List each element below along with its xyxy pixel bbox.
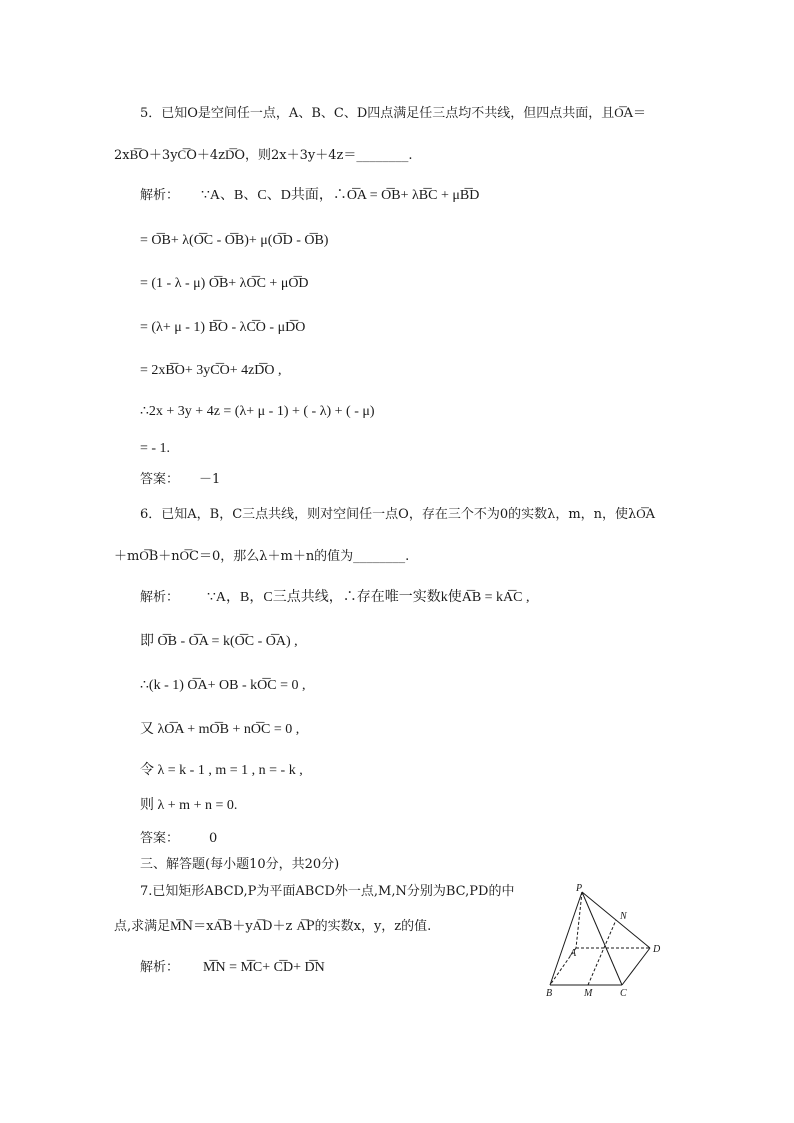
pyramid-figure — [540, 882, 670, 1002]
edge-pc — [582, 892, 622, 985]
label-m: M — [584, 988, 593, 999]
q7-stem-line2: 点,求满足M͞N＝xA͞B＋yA͞D＋z A͞P的实数x，y，z的值. — [114, 919, 432, 934]
q6-solution-line3: ∴(k - 1) O͞A+ OB - kO͞C = 0 , — [140, 678, 306, 693]
q6-stem-line2: ＋mO͞B＋nO͞C＝0，那么λ＋m＋n的值为________. — [114, 549, 410, 564]
answer-label: 答案： — [140, 472, 180, 487]
q5-solution-line6: ∴2x + 3y + 4z = (λ+ μ - 1) + ( - λ) + ( - μ) — [140, 404, 375, 419]
solution-label: 解析： — [140, 960, 180, 975]
q6-stem-line1: 6．已知A，B，C三点共线，则对空间任一点O，存在三个不为0的实数λ，m，n，使λO͞A — [140, 507, 656, 522]
label-b: B — [546, 988, 553, 999]
q6-answer — [140, 830, 217, 848]
q6-solution-line4: 又 λO͞A + mO͞B + nO͞C = 0 , — [140, 722, 300, 737]
q5-answer — [140, 471, 220, 489]
q7-solution-step: M͞N = M͞C+ C͞D+ D͞N — [203, 960, 325, 975]
label-p: P — [576, 883, 583, 894]
segment-mn — [588, 920, 616, 985]
label-a: A — [570, 948, 577, 959]
q5-solution-step: ∵A、B、C、D共面，∴O͞A = O͞B+ λB͞C + μB͞D — [201, 188, 480, 203]
q7-solution-line1 — [140, 959, 325, 977]
q5-solution-line2: = O͞B+ λ(O͞C - O͞B)+ μ(O͞D - O͞B) — [140, 233, 329, 248]
q5-stem-line1: 5．已知O是空间任一点，A、B、C、D四点满足任三点均不共线，但四点共面，且O͞A＝ — [140, 106, 647, 121]
solution-label: 解析： — [140, 590, 180, 605]
q6-solution-line2: 即 O͞B - O͞A = k(O͞C - O͞A) , — [140, 634, 298, 649]
q6-solution-step: ∵A，B，C三点共线，∴存在唯一实数k使A͞B = kA͞C , — [207, 590, 530, 605]
q5-answer-value: －1 — [199, 472, 221, 487]
q6-solution-line6: 则 λ + m + n = 0. — [140, 798, 238, 813]
label-c: C — [620, 988, 627, 999]
label-n: N — [620, 911, 627, 922]
q5-solution-line1 — [140, 187, 479, 205]
q5-solution-line4: = (λ+ μ - 1) B͞O - λC͞O - μD͞O — [140, 320, 306, 335]
q6-solution-line5: 令 λ = k - 1 , m = 1 , n = - k , — [140, 763, 303, 778]
answer-label: 答案： — [140, 831, 180, 846]
label-d: D — [653, 944, 661, 955]
q5-stem-line2: 2xB͞O＋3yC͞O＋4zD͞O，则2x＋3y＋4z＝________. — [114, 148, 413, 163]
q6-answer-value: 0 — [209, 831, 218, 846]
q5-solution-line3: = (1 - λ - μ) O͞B+ λO͞C + μO͞D — [140, 276, 309, 291]
q5-solution-line7: = - 1. — [140, 441, 171, 456]
q5-solution-line5: = 2xB͞O+ 3yC͞O+ 4zD͞O , — [140, 363, 282, 378]
section-title: 三、解答题(每小题10分，共20分) — [140, 857, 340, 872]
solution-label: 解析： — [140, 188, 180, 203]
q7-stem-line1: 7.已知矩形ABCD,P为平面ABCD外一点,M,N分别为BC,PD的中 — [140, 884, 515, 899]
q6-solution-line1 — [140, 589, 530, 607]
edge-cd — [622, 948, 650, 985]
